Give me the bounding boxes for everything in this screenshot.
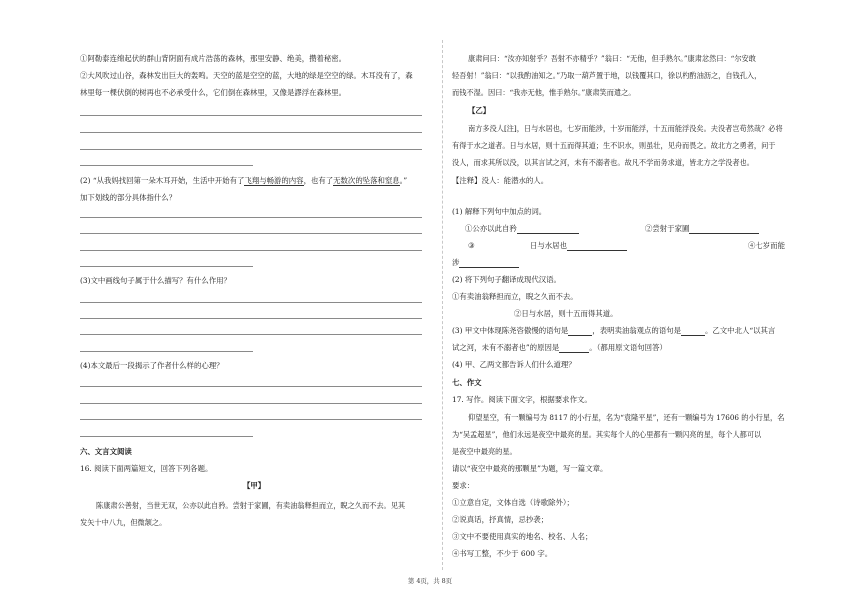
sub-question-2-b: ②日与水居，则十五而得其道。 [514,309,618,318]
passage-yi-line-1: 南方多没人[注]，日与水居也，七岁而能涉，十岁而能浮，十五而能浮没矣。夫没者岂苟然哉？必将 [468,124,783,133]
fill-blank[interactable] [559,344,589,353]
sub-question-1-f-text: 涉 [452,258,460,267]
answer-line [80,436,253,437]
paragraph-2: ②大风吹过山谷，森林发出巨大的轰鸣。天空的蓝是空空的蓝，大地的绿是空空的绿。木耳没有了，森 [80,71,413,80]
sub-question-1-d [530,241,627,251]
answer-line [80,115,422,116]
passage-jia-line-2: 发矢十中八九，但微颔之。 [80,518,167,527]
fill-blank[interactable] [568,327,592,336]
sub-question-3-text: (3) 甲文中体现陈尧咨傲慢的语句是 [452,326,569,335]
sub-question-3-cont [452,343,667,353]
requirement-4: ④书写工整，不少于 600 字。 [452,549,553,558]
question-2-ask: 加下划线的部分具体指什么？ [80,193,177,202]
sub-question-2-a: ①有卖油翁释担而立，睨之久而不去。 [452,292,578,301]
sub-question-2: (2) 将下列句子翻译成现代汉语。 [452,275,561,284]
passage-yi-line-3: 没人，而求其所以没，以其言试之河，未有不溺者也。故凡不学而务求道，皆北方之学没者也。 [452,158,754,167]
fill-blank[interactable] [567,242,627,251]
sub-question-3-text: 试之河，未有不溺者也”的原因是 [452,343,560,352]
question-2-text: ，也有了 [303,176,334,185]
column-divider [442,40,443,570]
sub-question-1-a-text: ①公亦以此自矜 [465,224,517,233]
answer-line [80,217,422,218]
sub-question-3 [452,326,775,336]
section-6-heading: 六、文言文阅读 [80,447,132,456]
question-2-text: (2) “从我妈找回第一朵木耳开始，生活中开始有了 [80,176,245,185]
sub-question-1-b-text: ②尝射于家圃 [645,224,690,233]
answer-line [80,351,253,352]
answer-line [80,334,422,335]
sub-question-1-a [465,224,579,234]
underlined-phrase: 飞翔与畅游的内容 [244,176,304,185]
question-4: (4)本文最后一段揭示了作者什么样的心理？ [80,361,224,370]
answer-line [80,419,422,420]
answer-line [80,149,422,150]
writing-title-instruction: 请以“夜空中最亮的那颗星”为题，写一篇文章。 [452,464,608,473]
passage-yi-line-2: 有得于水之道者。日与水居，则十五而得其道；生不识水，则虽壮，见舟而畏之。故北方之勇者，问于 [452,141,776,150]
writing-prompt-line-1: 仰望星空，有一颗编号为 8117 的小行星，名为“袁隆平星”，还有一颗编号为 17606 的小行星，名 [468,413,785,422]
sub-question-3-text: 。乙文中北人“以其言 [705,326,776,335]
requirement-3: ③文中不要使用真实的地名、校名、人名； [452,532,593,541]
question-17: 17. 写作。阅读下面文字，根据要求作文。 [452,395,592,404]
answer-line [80,250,422,251]
fill-blank[interactable] [517,225,579,234]
question-2 [80,176,407,186]
answer-line [80,386,422,387]
passage-jia-cont-1: 康肃问曰：“汝亦知射乎？吾射不亦精乎？”翁曰：“无他，但手熟尔。”康肃忿然曰：“尔安敢 [468,54,756,63]
question-3: (3)文中画线句子属于什么描写？有什么作用？ [80,276,231,285]
passage-jia-label: 【甲】 [243,481,266,490]
paragraph-1: ①阿勒泰连绵起伏的群山背阴面有成片浩荡的森林，那里安静、绝美，攒着秘密。 [80,54,347,63]
requirement-2: ②说真话，抒真情，忌抄袭； [452,515,549,524]
answer-line [80,165,253,166]
requirement-1: ①立意自定，文体自选（诗歌除外）； [452,498,574,507]
answer-line [80,132,422,133]
answer-line [80,403,422,404]
question-2-text: 。” [399,176,408,185]
answer-line [80,302,422,303]
passage-jia-line-1: 陈康肃公善射，当世无双，公亦以此自矜。尝射于家圃，有卖油翁释担而立，睨之久而不去。见其 [96,501,406,510]
sub-question-3-text: 。（都用原文语句回答） [589,343,667,352]
fill-blank[interactable] [689,225,759,234]
answer-line [80,318,422,319]
fill-blank[interactable] [681,327,705,336]
paragraph-3: 林里每一棵伏倒的树再也不必承受什么，它们倒在森林里，又像是謬浮在森林里。 [80,88,347,97]
requirements-label: 要求： [452,481,475,490]
writing-prompt-line-3: 是夜空中最亮的星。 [452,447,517,456]
underlined-phrase: 无数次的坠落和窒息 [333,176,400,185]
section-7-heading: 七、作文 [452,378,482,387]
answer-line [80,266,253,267]
passage-jia-cont-2: 轻吾射！”翁曰：“以我酌油知之。”乃取一葫芦置于地，以钱覆其口，徐以杓酌油沥之，自钱孔入， [452,71,762,80]
sub-question-1-c: ③ [468,241,475,250]
sub-question-1-b [645,224,759,234]
passage-jia-cont-3: 而钱不湿。因曰：“我亦无他，惟手熟尔。”康肃笑而遣之。 [452,88,636,97]
answer-line [80,233,422,234]
page-footer: 第 4页，共 8页 [407,577,453,585]
passage-yi-label: 【乙】 [468,106,491,115]
sub-question-1: (1) 解释下列句中加点的词。 [452,207,547,216]
sub-question-1-e: ④七岁而能 [748,241,785,250]
sub-question-1-f [452,258,519,268]
sub-question-4: (4) 甲、乙两文都告诉人们什么道理？ [452,360,576,369]
fill-blank[interactable] [459,259,519,268]
annotation: 【注释】没人：能潜水的人。 [452,176,549,185]
question-16: 16. 阅读下面两篇短文，回答下列各题。 [80,464,213,473]
sub-question-3-text: ，表明卖油翁观点的语句是 [592,326,681,335]
writing-prompt-line-2: 为“吴孟超星”，他们永远是夜空中最亮的星。其实每个人的心里都有一颗闪亮的星，每个人都可以 [452,430,762,439]
sub-question-1-d-text: 日与水居也 [530,241,567,250]
